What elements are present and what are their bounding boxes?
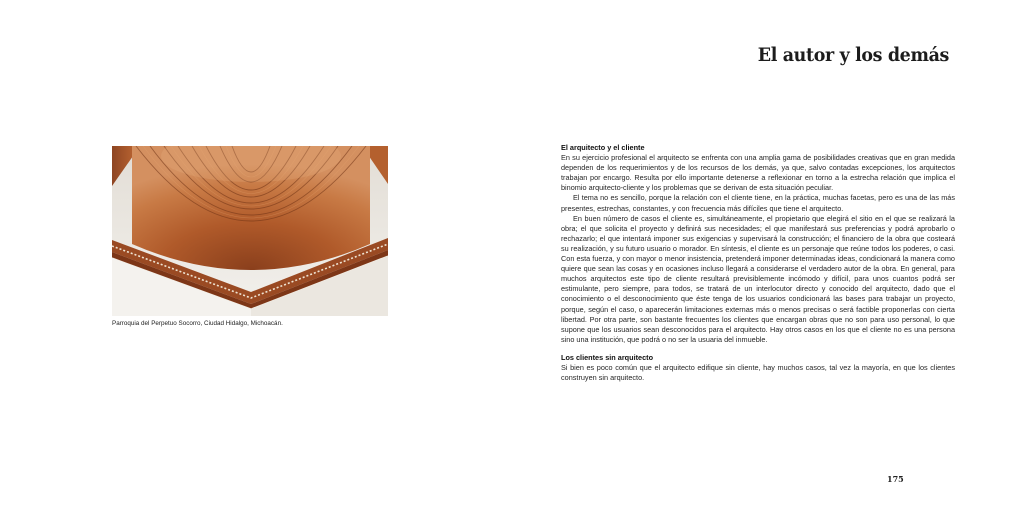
body-text-column <box>561 143 955 383</box>
right-page <box>512 0 1024 511</box>
paragraph: El tema no es sencillo, porque la relación con el cliente tiene, en la práctica, muchas facetas, pero es una de las más presentes, estrechas, constantes, y con frecuencia más difíciles que tiene el arquitecto. <box>561 193 955 213</box>
section-heading-clients-without-architect: Los clientes sin arquitecto <box>561 352 654 362</box>
page-number: 175 <box>887 474 904 484</box>
chapter-title: El autor y los demás <box>757 44 949 66</box>
church-vault-photo <box>112 146 388 316</box>
paragraph: En su ejercicio profesional el arquitecto se enfrenta con una amplia gama de posibilidades creativas que en gran medida dependen de los requerimientos y de los recursos de los demás, ya que, salvo contadas excepciones, los arquitectos trabajan por encargo. Resulta por ello importante detenerse a reflexionar en torno a la estrecha relación que implica el binomio arquitecto-cliente y los problemas que se derivan de esta situación peculiar. <box>561 153 955 193</box>
section-heading-architect-client: El arquitecto y el cliente <box>561 143 645 152</box>
paragraph: Si bien es poco común que el arquitecto edifique sin cliente, hay muchos casos, tal vez la mayoría, en que los clientes construyen sin arquitecto. <box>561 362 955 383</box>
paragraph: En buen número de casos el cliente es, simultáneamente, el propietario que elegirá el sitio en el que se realizará la obra; el que solicita el proyecto y definirá sus necesidades; el que manifestará sus preferencias y podrá aprobarlo o rechazarlo; el que intentará imponer sus exigencias y supervisará la construcción; el financiero de la obra que costeará su realización, y su futuro usuario o morador. En síntesis, el cliente es un personaje que reúne todos los poderes, o casi. Con esta fuerza, y con mayor o menor insistencia, pretenderá imponer determinadas ideas, condicionará la manera como quiere que sean las cosas y en ocasiones incluso llegará a considerarse el verdadero autor de la obra. En general, para muchos arquitectos este tipo de cliente resultará previsiblemente incómodo y difícil, para unos cuantos podrá ser estimulante, pero siempre, para todos, se tratará de un interlocutor directo y conocido del arquitecto, dado que el conocimiento o el desconocimiento que éste tenga de los usuarios condicionará las bases para trabajar un proyecto, porque, según el caso, o aparecerán limitaciones externas más o menos precisas o será factible proponerlas con cierta libertad. Por otra parte, son bastante frecuentes los clientes que encargan obras que no son para uso personal, lo que supone que los usuarios sean desconocidos para el arquitecto. Hay otros casos en los que el cliente no es una persona sino una institución, que podrá o no ser la usuaria del inmueble. <box>561 213 955 344</box>
brick-vault-illustration <box>112 146 388 316</box>
photo-caption: Parroquia del Perpetuo Socorro, Ciudad Hidalgo, Michoacán. <box>112 320 283 327</box>
